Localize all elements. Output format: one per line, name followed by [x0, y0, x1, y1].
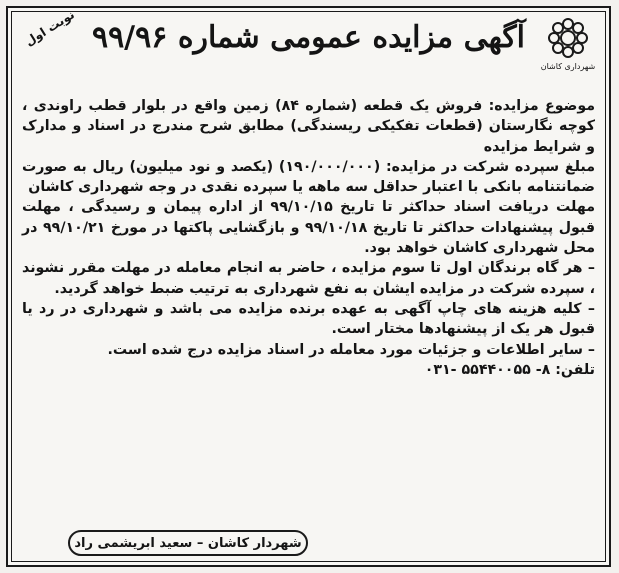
ad-cost-condition: – کلیه هزینه های چاپ آگهی به عهده برنده مزایده می باشد و شهرداری در رد یا قبول هر یک از پیشنهادها مختار است.: [22, 300, 595, 338]
winner-condition: – هر گاه برندگان اول تا سوم مزایده ، حاضر به انجام معامله در مهلت مقرر نشوند ، سپرده شرکت در مزایده ایشان به نفع شهرداری به ترتیب ضبط خواهد گردید.: [22, 260, 595, 297]
deposit-amount: مبلغ سپرده شرکت در مزایده: (۱۹۰/۰۰۰/۰۰۰) (یکصد و نود میلیون) ریال به صورت ضمانتنامه بانکی با اعتبار حداقل سه ماهه یا سپرده نقدی در وجه شهرداری کاشان: [22, 158, 595, 196]
publication-stamp: نوبت اول: [22, 7, 77, 49]
ad-body: [22, 96, 595, 380]
logo-caption: شهرداری کاشان: [540, 62, 596, 71]
ad-header: [8, 8, 609, 86]
municipality-logo: [537, 16, 599, 78]
phone-number: تلفن: ۸- ۵۵۴۴۰۰۵۵ -۰۳۱: [424, 361, 595, 378]
further-info: – سایر اطلاعات و جزئیات مورد معامله در اسناد مزایده درج شده است.: [107, 341, 595, 358]
ad-title: آگهی مزایده عمومی شماره ۹۹/۹۶: [91, 20, 526, 55]
municipality-emblem-icon: [546, 16, 590, 60]
deadlines: مهلت دریافت اسناد حداکثر تا تاریخ ۹۹/۱۰/۱۵ از اداره پیمان و رسیدگی ، مهلت قبول پیشنهادات حداکثر تا تاریخ ۹۹/۱۰/۱۸ و بازگشایی پاکتها در مورخ ۹۹/۱۰/۲۱ در محل شهرداری کاشان خواهد بود.: [22, 199, 595, 257]
signature-box: شهردار کاشان – سعید ابریشمی راد: [68, 530, 308, 556]
ad-frame: [6, 6, 611, 567]
auction-subject: موضوع مزایده: فروش یک قطعه (شماره ۸۴) زمین واقع در بلوار قطب راوندی ، کوچه نگارستان (قطعات تفکیکی ریسندگی) مطابق شرح مندرج در اسناد و مدارک و شرایط مزایده: [22, 98, 595, 155]
